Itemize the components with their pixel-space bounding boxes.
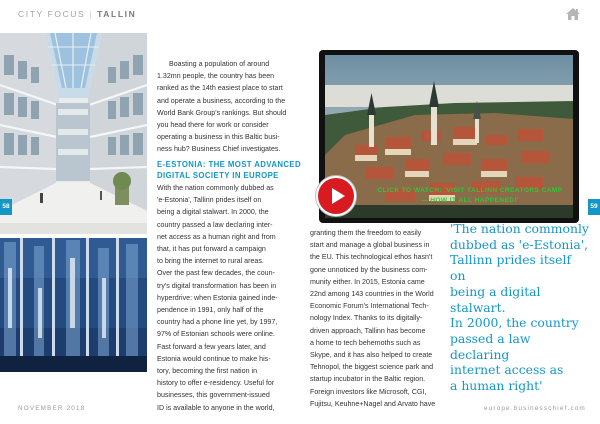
body-column-2: granting them the freedom to easily start and manage a global business in the EU. This technological ethos hasn't gone unnoticed by the business com- munity either. In 2015, Estonia came 22nd among 143 countries in the World Economic Forum's International Tech- nology Index. Thanks to its digitally- driven approach, Tallinn has become a home to tech behemoths such as Skype, and it has also helped to create Tehnopol, the biggest science park and startup incubator in the Baltic region. Foreign investors like Microsoft, CGI, Fujitsu, Keuhne+Nagel and Arvato have <box>310 229 436 408</box>
atrium-photo <box>0 33 147 234</box>
video-link[interactable]: CLICK TO WATCH: 'VISIT TALLINN CREATORS CAMP — HOW IT ALL HAPPENED!' <box>377 187 563 204</box>
city-label: TALLIN <box>97 9 137 19</box>
page-number-left: 58 <box>0 199 12 215</box>
section-label: CITY FOCUS <box>18 9 86 19</box>
running-header <box>18 9 136 19</box>
intro-paragraph: Boasting a population of around 1.32mn people, the country has been ranked as the 14th easiest place to start and operate a business, according to the World Bank Group's rankings. But should you head there for work or consider operating a business in this Baltic busi- ness hub? Business Chief investigates. <box>157 60 287 154</box>
play-icon <box>318 178 354 214</box>
page-number-right: 59 <box>588 199 600 215</box>
footer-url[interactable]: europe.businesschief.com <box>484 405 586 412</box>
section-subheading: E-ESTONIA: THE MOST ADVANCED DIGITAL SOCIETY IN EUROPE <box>157 160 302 180</box>
home-icon[interactable] <box>565 7 581 21</box>
glass-facade-photo <box>0 238 147 372</box>
body-column-1: With the nation commonly dubbed as 'e-Estonia', Tallinn prides itself on being a digital stalwart. In 2000, the country passed a law declaring inter- net access as a human right and from that, it has put forward a campaign to bring the internet to rural areas. Over the past few decades, the coun- try's digital transformation has been in hyperdrive: when Estonia gained inde- pendence in 1991, only half of the country had a phone line yet, by 1997, 97% of Estonian schools were online. Fast forward a few years later, and Estonia would continue to make his- tory, becoming the first nation in history to offer e-residency. Useful for businesses, this government-issued ID is available to anyone in the world, <box>157 184 278 412</box>
play-button[interactable] <box>316 176 356 216</box>
footer-date: NOVEMBER 2018 <box>18 405 86 412</box>
header-divider: | <box>89 9 94 19</box>
pull-quote: 'The nation commonly dubbed as 'e-Estonia', Tallinn prides itself on being a digital stalwart. In 2000, the country passed a law declaring internet access as a human right' <box>450 221 589 394</box>
